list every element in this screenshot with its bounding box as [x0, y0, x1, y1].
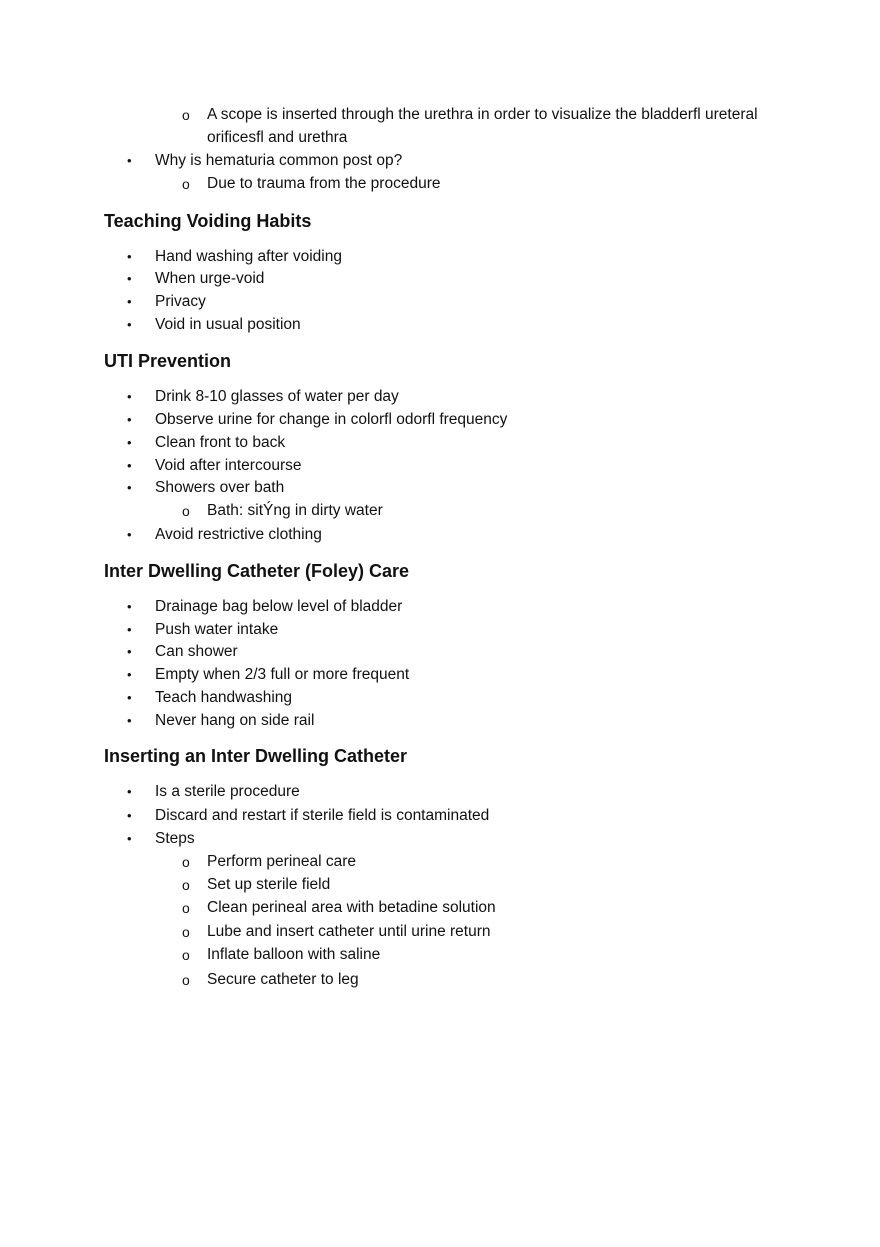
list-item-continuation: orificesfl and urethra: [207, 129, 348, 146]
section-heading: Teaching Voiding Habits: [104, 211, 312, 231]
sub-bullet-marker: o: [182, 503, 190, 519]
list-item: Push water intake: [155, 621, 279, 638]
list-item: Perform perineal care: [207, 853, 357, 870]
sub-bullet-marker: o: [182, 947, 190, 963]
list-item: Inflate balloon with saline: [207, 946, 381, 963]
bullet-marker: •: [127, 271, 132, 286]
list-item: Lube and insert catheter until urine return: [207, 923, 491, 940]
list-item: Steps: [155, 830, 195, 847]
list-item: Observe urine for change in colorfl odorfl frequency: [155, 411, 508, 428]
bullet-marker: •: [127, 153, 132, 168]
sub-bullet-marker: o: [182, 176, 190, 192]
list-item: When urge-void: [155, 270, 265, 287]
list-item: Set up sterile field: [207, 876, 331, 893]
bullet-marker: •: [127, 667, 132, 682]
bullet-marker: •: [127, 435, 132, 450]
section-heading: UTI Prevention: [104, 351, 232, 371]
list-item: Can shower: [155, 643, 238, 660]
bullet-marker: •: [127, 249, 132, 264]
bullet-marker: •: [127, 412, 132, 427]
bullet-marker: •: [127, 690, 132, 705]
list-item: Void after intercourse: [155, 457, 302, 474]
bullet-marker: •: [127, 294, 132, 309]
list-item: Showers over bath: [155, 479, 285, 496]
list-item: A scope is inserted through the urethra in order to visualize the bladderfl ureteral: [207, 106, 758, 123]
list-item: Discard and restart if sterile field is contaminated: [155, 807, 490, 824]
list-item: Due to trauma from the procedure: [207, 175, 441, 192]
bullet-marker: •: [127, 480, 132, 495]
list-item: Hand washing after voiding: [155, 248, 342, 265]
list-item: Clean perineal area with betadine solution: [207, 899, 496, 916]
list-item: Is a sterile procedure: [155, 783, 300, 800]
sub-bullet-marker: o: [182, 877, 190, 893]
bullet-marker: •: [127, 808, 132, 823]
list-item: Never hang on side rail: [155, 712, 315, 729]
list-item: Bath: sitÝng in dirty water: [207, 502, 383, 519]
list-item: Teach handwashing: [155, 689, 293, 706]
bullet-marker: •: [127, 389, 132, 404]
bullet-marker: •: [127, 622, 132, 637]
section-heading: Inserting an Inter Dwelling Catheter: [104, 746, 408, 766]
sub-bullet-marker: o: [182, 107, 190, 123]
list-item: Drainage bag below level of bladder: [155, 598, 403, 615]
sub-bullet-marker: o: [182, 924, 190, 940]
list-item: Privacy: [155, 293, 206, 310]
bullet-marker: •: [127, 317, 132, 332]
bullet-marker: •: [127, 458, 132, 473]
bullet-marker: •: [127, 599, 132, 614]
section-heading: Inter Dwelling Catheter (Foley) Care: [104, 561, 410, 581]
list-item: Why is hematuria common post op?: [155, 152, 403, 169]
bullet-marker: •: [127, 527, 132, 542]
list-item: Secure catheter to leg: [207, 971, 359, 988]
bullet-marker: •: [127, 713, 132, 728]
list-item: Clean front to back: [155, 434, 286, 451]
list-item: Avoid restrictive clothing: [155, 526, 322, 543]
list-item: Void in usual position: [155, 316, 301, 333]
bullet-marker: •: [127, 784, 132, 799]
bullet-marker: •: [127, 831, 132, 846]
list-item: Empty when 2/3 full or more frequent: [155, 666, 410, 683]
list-item: Drink 8-10 glasses of water per day: [155, 388, 399, 405]
sub-bullet-marker: o: [182, 972, 190, 988]
sub-bullet-marker: o: [182, 854, 190, 870]
bullet-marker: •: [127, 644, 132, 659]
sub-bullet-marker: o: [182, 900, 190, 916]
